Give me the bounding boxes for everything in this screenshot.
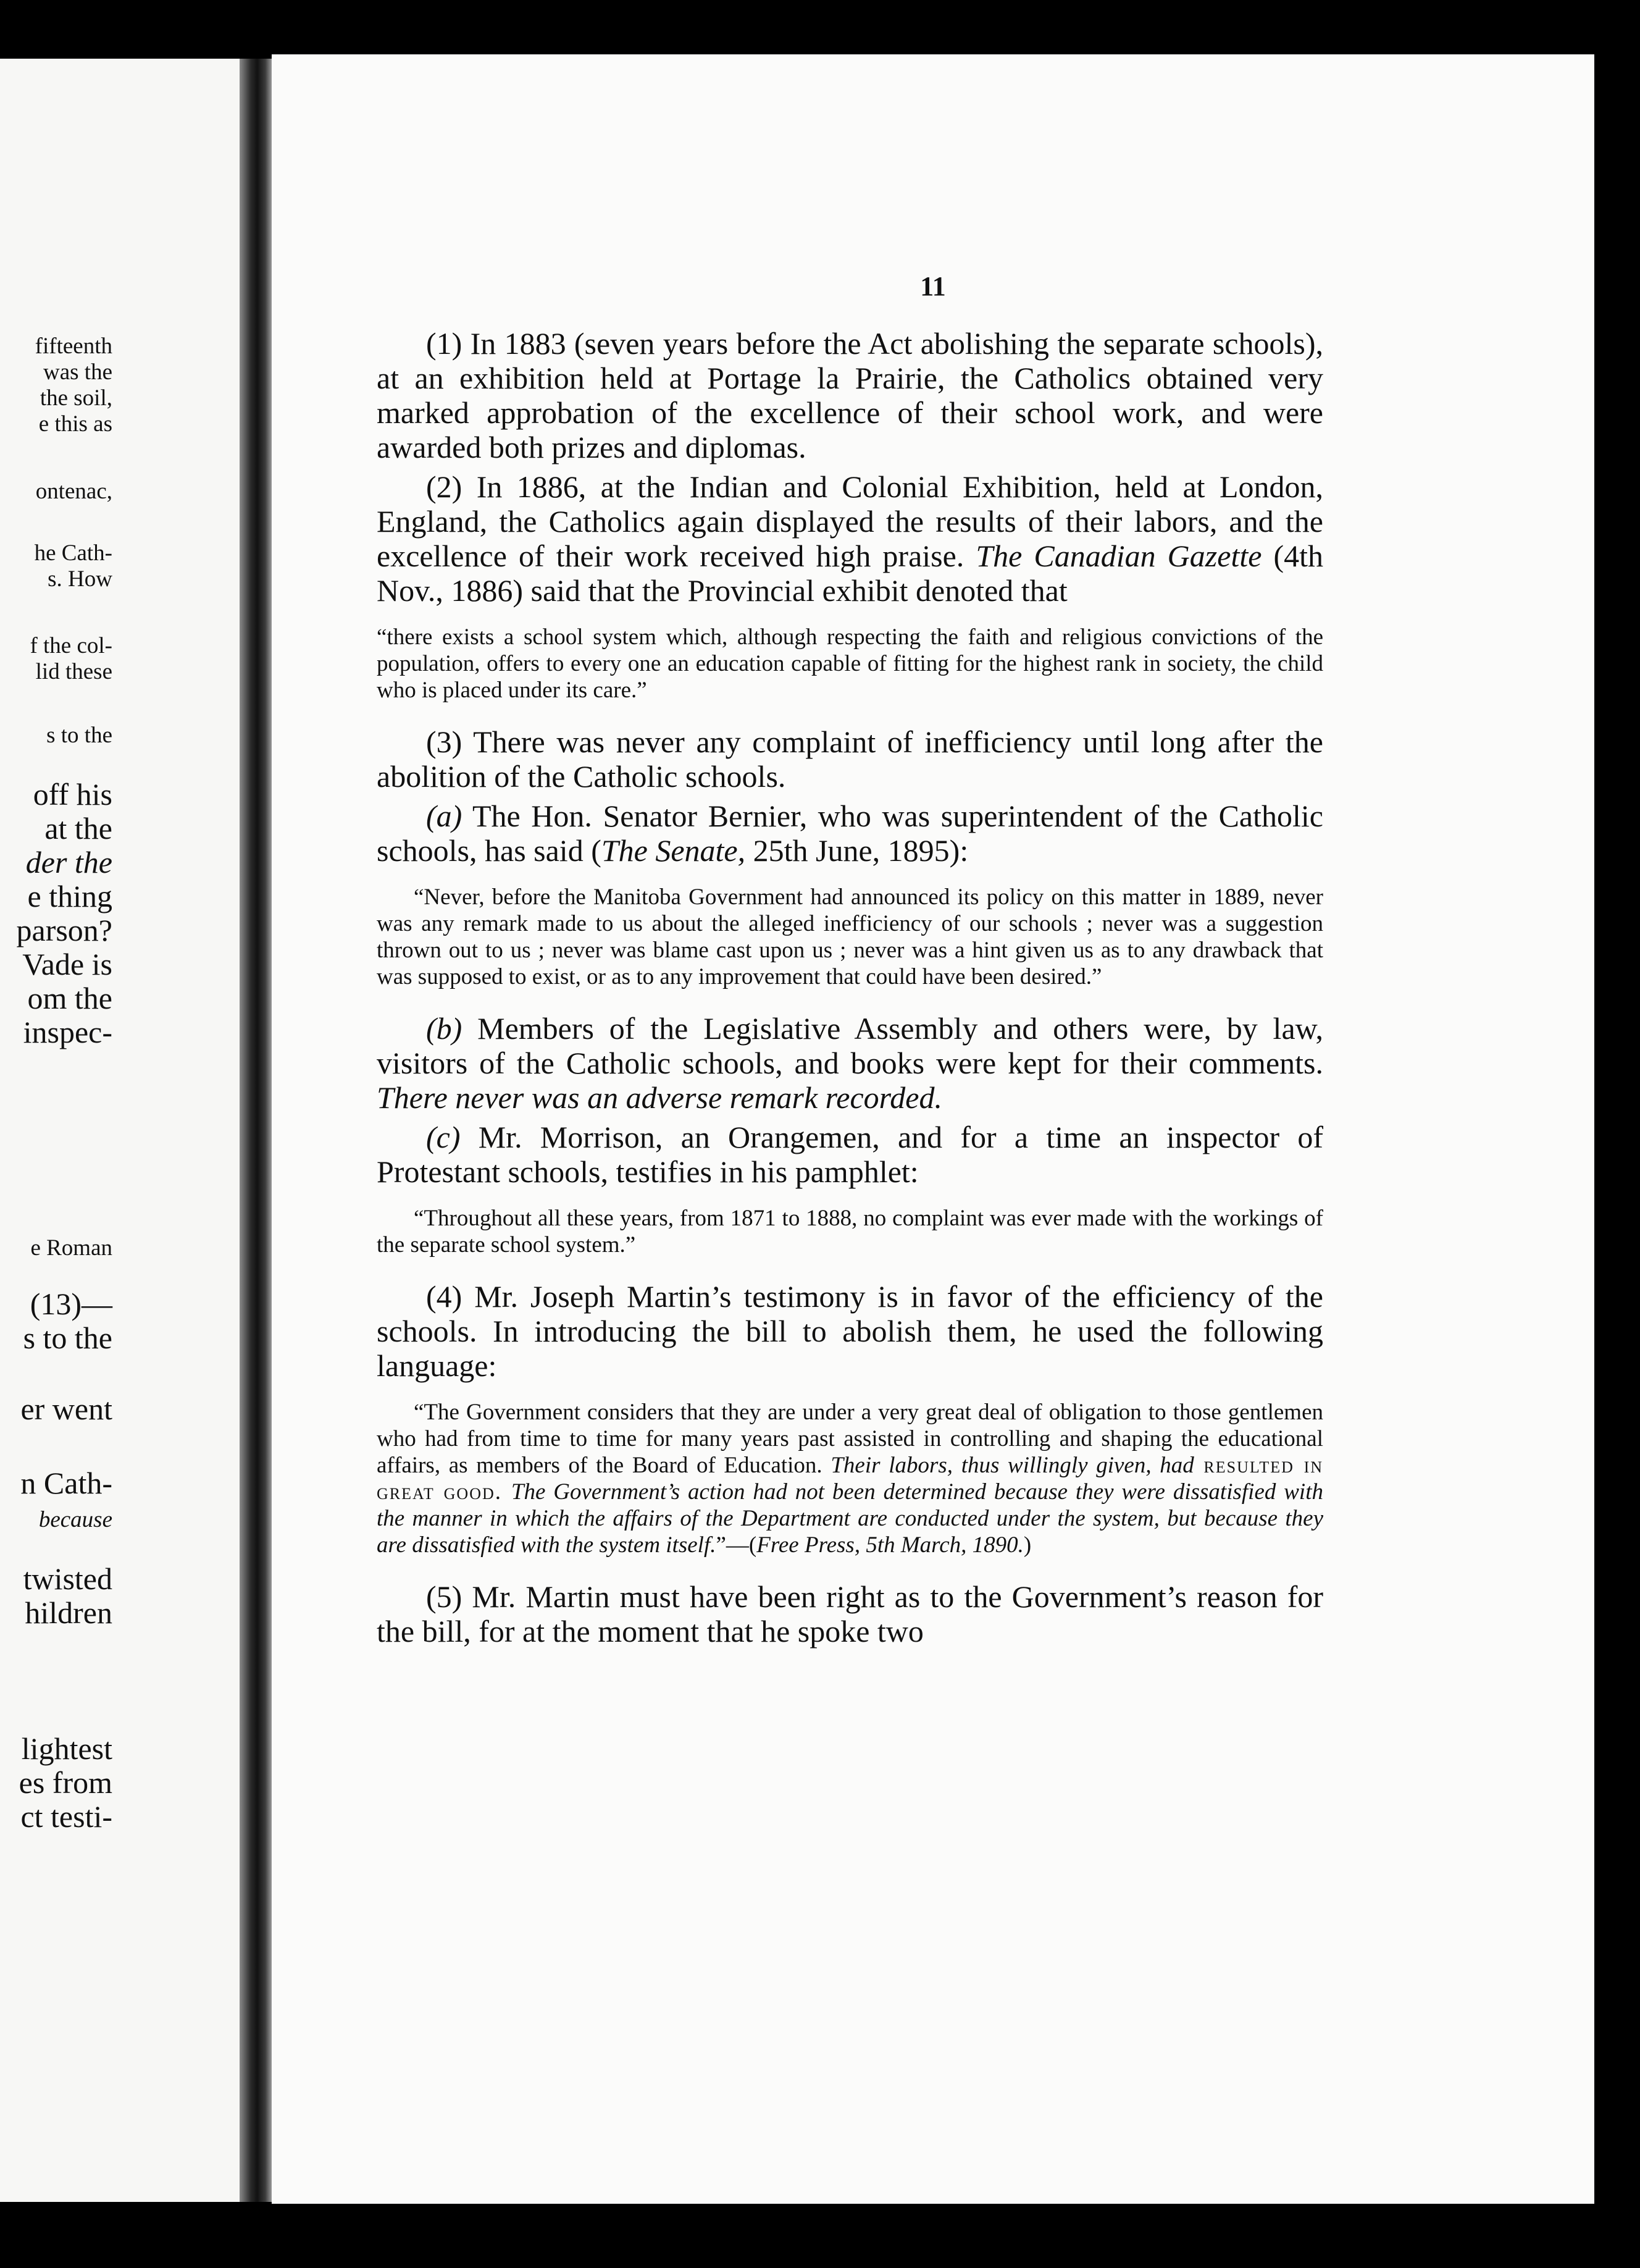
left-line: e Roman bbox=[30, 1235, 112, 1261]
left-line: s to the bbox=[46, 723, 112, 748]
quote-4-small-caps: resulted in great good. bbox=[377, 1453, 1324, 1505]
quote-4-italic-1: Their labors, thus willingly given, had bbox=[830, 1453, 1194, 1478]
paragraph-b-emphasis: There never was an adverse remark recorded. bbox=[377, 1080, 942, 1115]
source-canadian-gazette: The Canadian Gazette bbox=[976, 539, 1262, 573]
left-line: lightest bbox=[21, 1731, 112, 1766]
left-line: hildren bbox=[25, 1595, 112, 1630]
left-line: f the col- bbox=[30, 633, 112, 658]
left-line: der the bbox=[25, 845, 112, 880]
left-line: twisted bbox=[23, 1561, 112, 1596]
left-line: fifteenth bbox=[35, 334, 112, 359]
left-line: e thing bbox=[27, 879, 112, 914]
quote-4 bbox=[377, 1399, 1323, 1558]
paragraph-b-text: Members of the Legislative Assembly and others were, by law, visitors of the Catholic schools, and books were kept for their comments. bbox=[377, 1011, 1323, 1080]
source-the-senate: The Senate, bbox=[601, 833, 746, 868]
left-line: parson? bbox=[16, 913, 112, 947]
left-line: (13)— bbox=[30, 1287, 112, 1321]
left-line: the soil, bbox=[40, 385, 112, 411]
left-line: Vade is bbox=[22, 947, 112, 981]
left-line: inspec- bbox=[23, 1015, 112, 1049]
main-page bbox=[272, 54, 1594, 2204]
left-line: ontenac, bbox=[35, 479, 112, 504]
left-page-fragment bbox=[0, 59, 240, 2202]
left-line: because bbox=[38, 1507, 112, 1532]
left-line: was the bbox=[43, 359, 112, 385]
source-free-press: Free Press, 5th March, 1890. bbox=[756, 1532, 1024, 1558]
paragraph-2-text-end: (4th Nov., 1886) said that the Provincial exhibit denoted that bbox=[377, 539, 1324, 608]
left-line: es from bbox=[19, 1765, 112, 1800]
page-body bbox=[377, 326, 1323, 1653]
paragraph-1: (1) In 1883 (seven years before the Act abolishing the separate schools), at an exhibition held at Portage la Prairie, the Catholics obtained very marked approbation of the excellence of their school work, and were awarded both prizes and diplomas. bbox=[377, 326, 1323, 464]
quote-4-dash: ”—( bbox=[716, 1532, 757, 1558]
left-line: at the bbox=[44, 811, 112, 846]
paragraph-a bbox=[377, 799, 1323, 868]
paragraph-4: (4) Mr. Joseph Martin’s testimony is in favor of the efficiency of the schools. In introducing the bill to abolish them, he used the following language: bbox=[377, 1279, 1323, 1383]
left-line: s to the bbox=[23, 1321, 112, 1355]
book-spine bbox=[240, 59, 272, 2202]
paragraph-a-text: The Hon. Senator Bernier, who was superintendent of the Catholic schools, has said ( bbox=[377, 799, 1323, 868]
left-line: n Cath- bbox=[20, 1466, 112, 1500]
paragraph-2 bbox=[377, 469, 1323, 608]
left-line: lid these bbox=[35, 659, 112, 684]
quote-1: “there exists a school system which, although respecting the faith and religious convictions of the population, offers to every one an education capable of fitting for the highest rank in society, the child who is placed under its care.” bbox=[377, 624, 1323, 703]
left-line: om the bbox=[27, 981, 112, 1015]
paragraph-b bbox=[377, 1011, 1323, 1115]
quote-4-italic-2: The Government’s action had not been determined because they were dissatisfied with the manner in which the affairs of the Department are conducted under the system, but because they are dissatisfied with the system itself. bbox=[377, 1479, 1323, 1558]
quote-3: “Throughout all these years, from 1871 to 1888, no complaint was ever made with the workings of the separate school system.” bbox=[377, 1206, 1323, 1258]
left-line: ct testi- bbox=[20, 1799, 112, 1834]
paragraph-2-text: (2) In 1886, at the Indian and Colonial Exhibition, held at London, England, the Catholics again displayed the results of their labors, and the excellence of their work received high praise. bbox=[377, 469, 1323, 573]
paragraph-c-text: Mr. Morrison, an Orangemen, and for a time an inspector of Protestant schools, testifies in his pamphlet: bbox=[377, 1120, 1323, 1189]
paragraph-3: (3) There was never any complaint of inefficiency until long after the abolition of the Catholic schools. bbox=[377, 724, 1323, 794]
left-line: he Cath- bbox=[34, 540, 112, 566]
label-b: (b) bbox=[426, 1011, 462, 1046]
left-line: e this as bbox=[38, 411, 112, 437]
quote-4-close: ) bbox=[1023, 1532, 1032, 1558]
label-c: (c) bbox=[426, 1120, 461, 1154]
left-line: s. How bbox=[48, 566, 112, 592]
paragraph-a-text-end: 25th June, 1895): bbox=[745, 833, 969, 868]
quote-4-text: “The Government considers that they are under a very great deal of obligation to those gentlemen who had from time to time for many years past assisted in controlling and shaping the educational affairs, as members of the Board of Education. bbox=[377, 1400, 1323, 1478]
paragraph-c bbox=[377, 1120, 1323, 1189]
page-number: 11 bbox=[920, 271, 946, 301]
quote-2: “Never, before the Manitoba Government had announced its policy on this matter in 1889, never was any remark made to us about the alleged inefficiency of our schools ; never was a suggestion thrown out to us ; never was blame cast upon us ; never was a hint given us as to any drawback that was supposed to exist, or as to any improvement that could have been desired.” bbox=[377, 884, 1323, 989]
left-line: er went bbox=[20, 1392, 112, 1426]
left-line: off his bbox=[33, 777, 112, 812]
label-a: (a) bbox=[426, 799, 462, 833]
paragraph-5: (5) Mr. Martin must have been right as to the Government’s reason for the bill, for at the moment that he spoke two bbox=[377, 1579, 1323, 1648]
